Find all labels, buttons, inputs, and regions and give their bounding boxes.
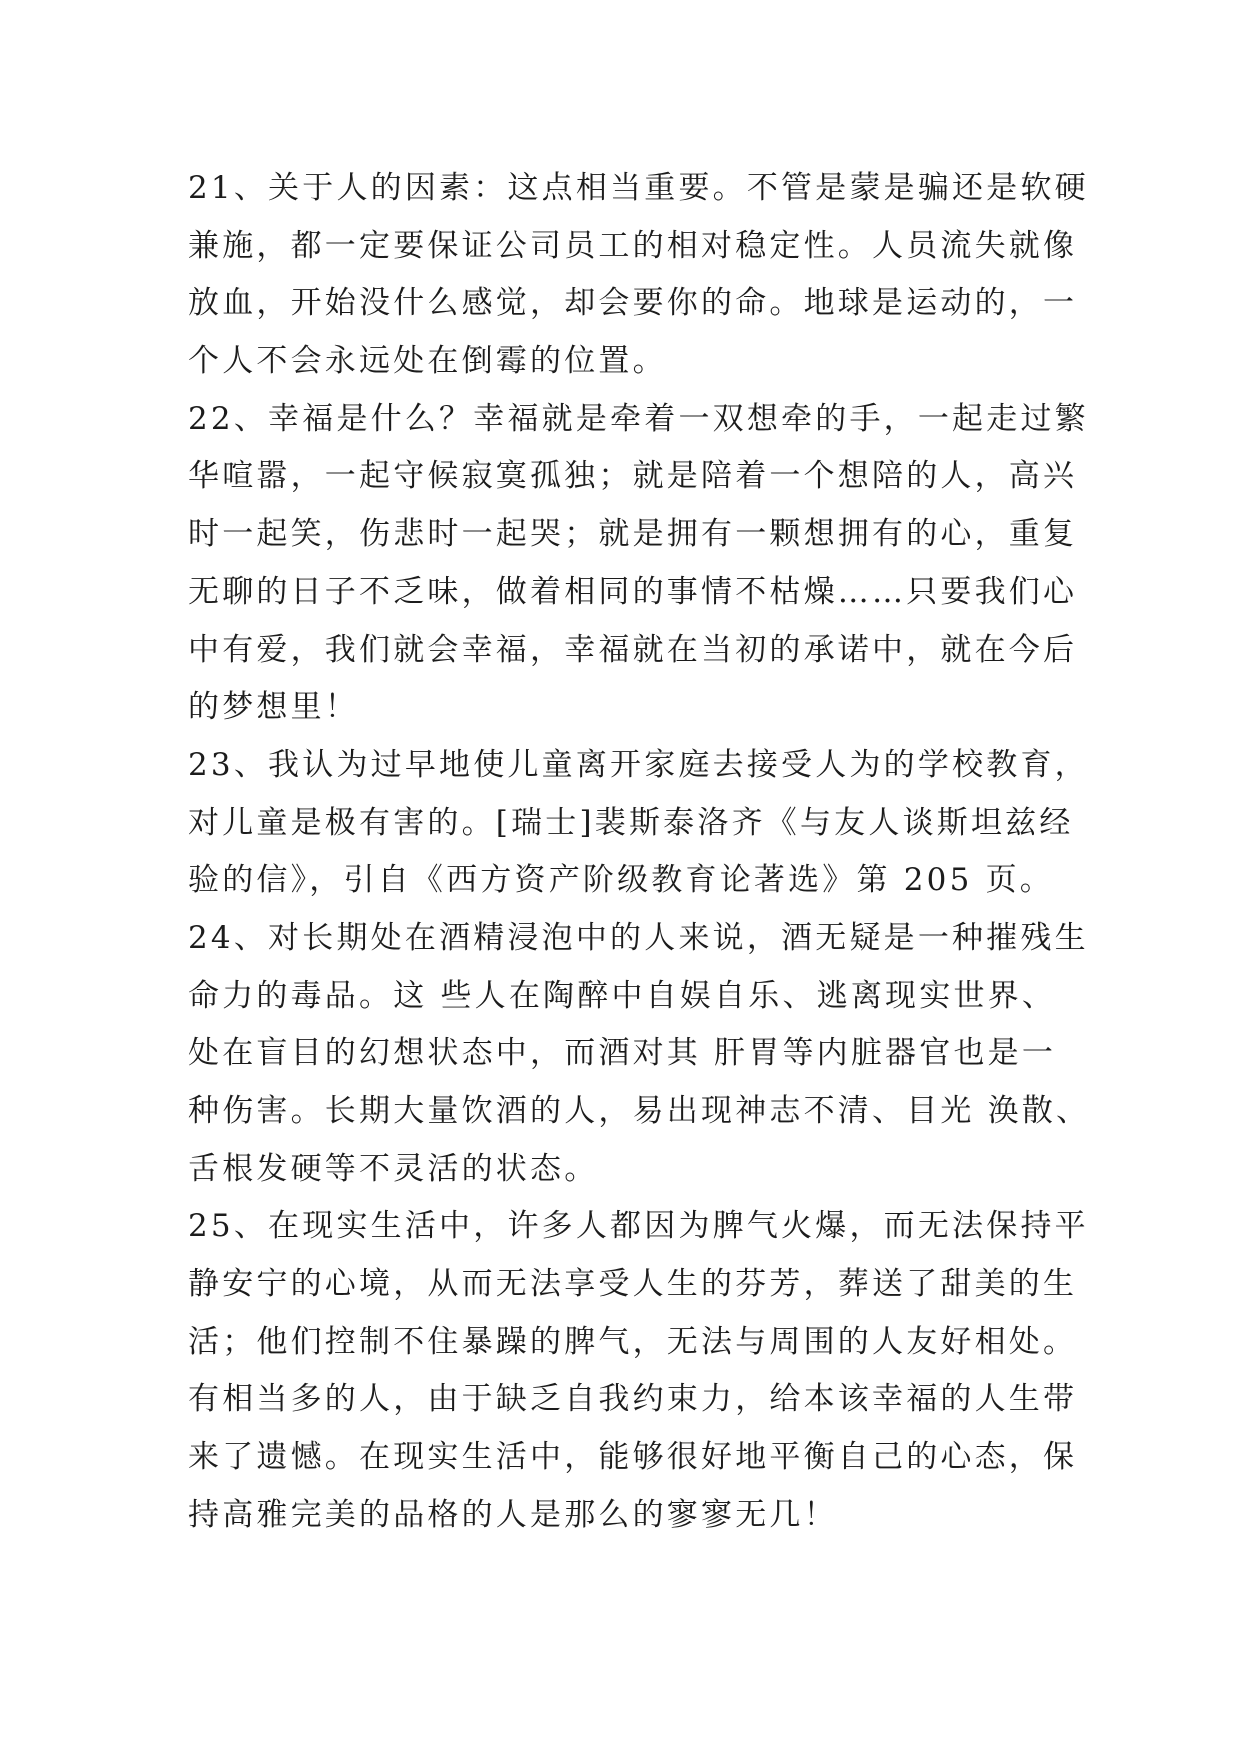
text-line: 活；他们控制不住暴躁的脾气，无法与周围的人友好相处。 — [188, 1323, 1078, 1360]
text-line: 中有爱，我们就会幸福，幸福就在当初的承诺中，就在今后 — [188, 631, 1078, 668]
text-line: 个人不会永远处在倒霉的位置。 — [188, 343, 667, 380]
text-line: 华喧嚣，一起守候寂寞孤独；就是陪着一个想陪的人，高兴 — [188, 458, 1078, 495]
entry-23 — [188, 737, 1089, 910]
entry-25 — [188, 1198, 1089, 1544]
text-line: 放血，开始没什么感觉，却会要你的命。地球是运动的，一 — [188, 285, 1078, 322]
text-line: 21、关于人的因素：这点相当重要。不管是蒙是骗还是软硬 — [188, 170, 1089, 206]
text-line: 25、在现实生活中，许多人都因为脾气火爆，而无法保持平 — [188, 1208, 1089, 1245]
text-line: 24、对长期处在酒精浸泡中的人来说，酒无疑是一种摧残生 — [188, 919, 1089, 956]
entry-22 — [188, 391, 1089, 737]
text-line: 验的信》，引自《西方资产阶级教育论著选》第 205 页。 — [188, 862, 1054, 899]
text-line: 兼施，都一定要保证公司员工的相对稳定性。人员流失就像 — [188, 227, 1078, 264]
text-line: 来了遗憾。在现实生活中，能够很好地平衡自己的心态，保 — [188, 1439, 1078, 1476]
document-body — [188, 160, 1091, 1545]
text-line: 对儿童是极有害的。[瑞士]裴斯泰洛齐《与友人谈斯坦兹经 — [188, 804, 1074, 841]
text-line: 22、幸福是什么？幸福就是牵着一双想牵的手，一起走过繁 — [188, 400, 1089, 437]
text-line: 无聊的日子不乏味，做着相同的事情不枯燥……只要我们心 — [188, 573, 1078, 610]
text-line: 有相当多的人，由于缺乏自我约束力，给本该幸福的人生带 — [188, 1381, 1078, 1418]
text-line: 持高雅完美的品格的人是那么的寥寥无几！ — [188, 1496, 838, 1533]
text-line: 舌根发硬等不灵活的状态。 — [188, 1150, 599, 1187]
entry-21 — [188, 160, 1089, 391]
text-line: 静安宁的心境，从而无法享受人生的芬芳，葬送了甜美的生 — [188, 1266, 1078, 1303]
entry-24 — [188, 910, 1091, 1198]
text-line: 处在盲目的幻想状态中，而酒对其 肝胃等内脏器官也是一 — [188, 1035, 1057, 1072]
text-line: 命力的毒品。这 些人在陶醉中自娱自乐、逃离现实世界、 — [188, 977, 1057, 1014]
text-line: 23、我认为过早地使儿童离开家庭去接受人为的学校教育， — [188, 746, 1089, 783]
text-line: 的梦想里！ — [188, 689, 359, 726]
text-line: 种伤害。长期大量饮酒的人，易出现神志不清、目光 涣散、 — [188, 1093, 1091, 1129]
text-line: 时一起笑，伤悲时一起哭；就是拥有一颗想拥有的心，重复 — [188, 516, 1078, 553]
